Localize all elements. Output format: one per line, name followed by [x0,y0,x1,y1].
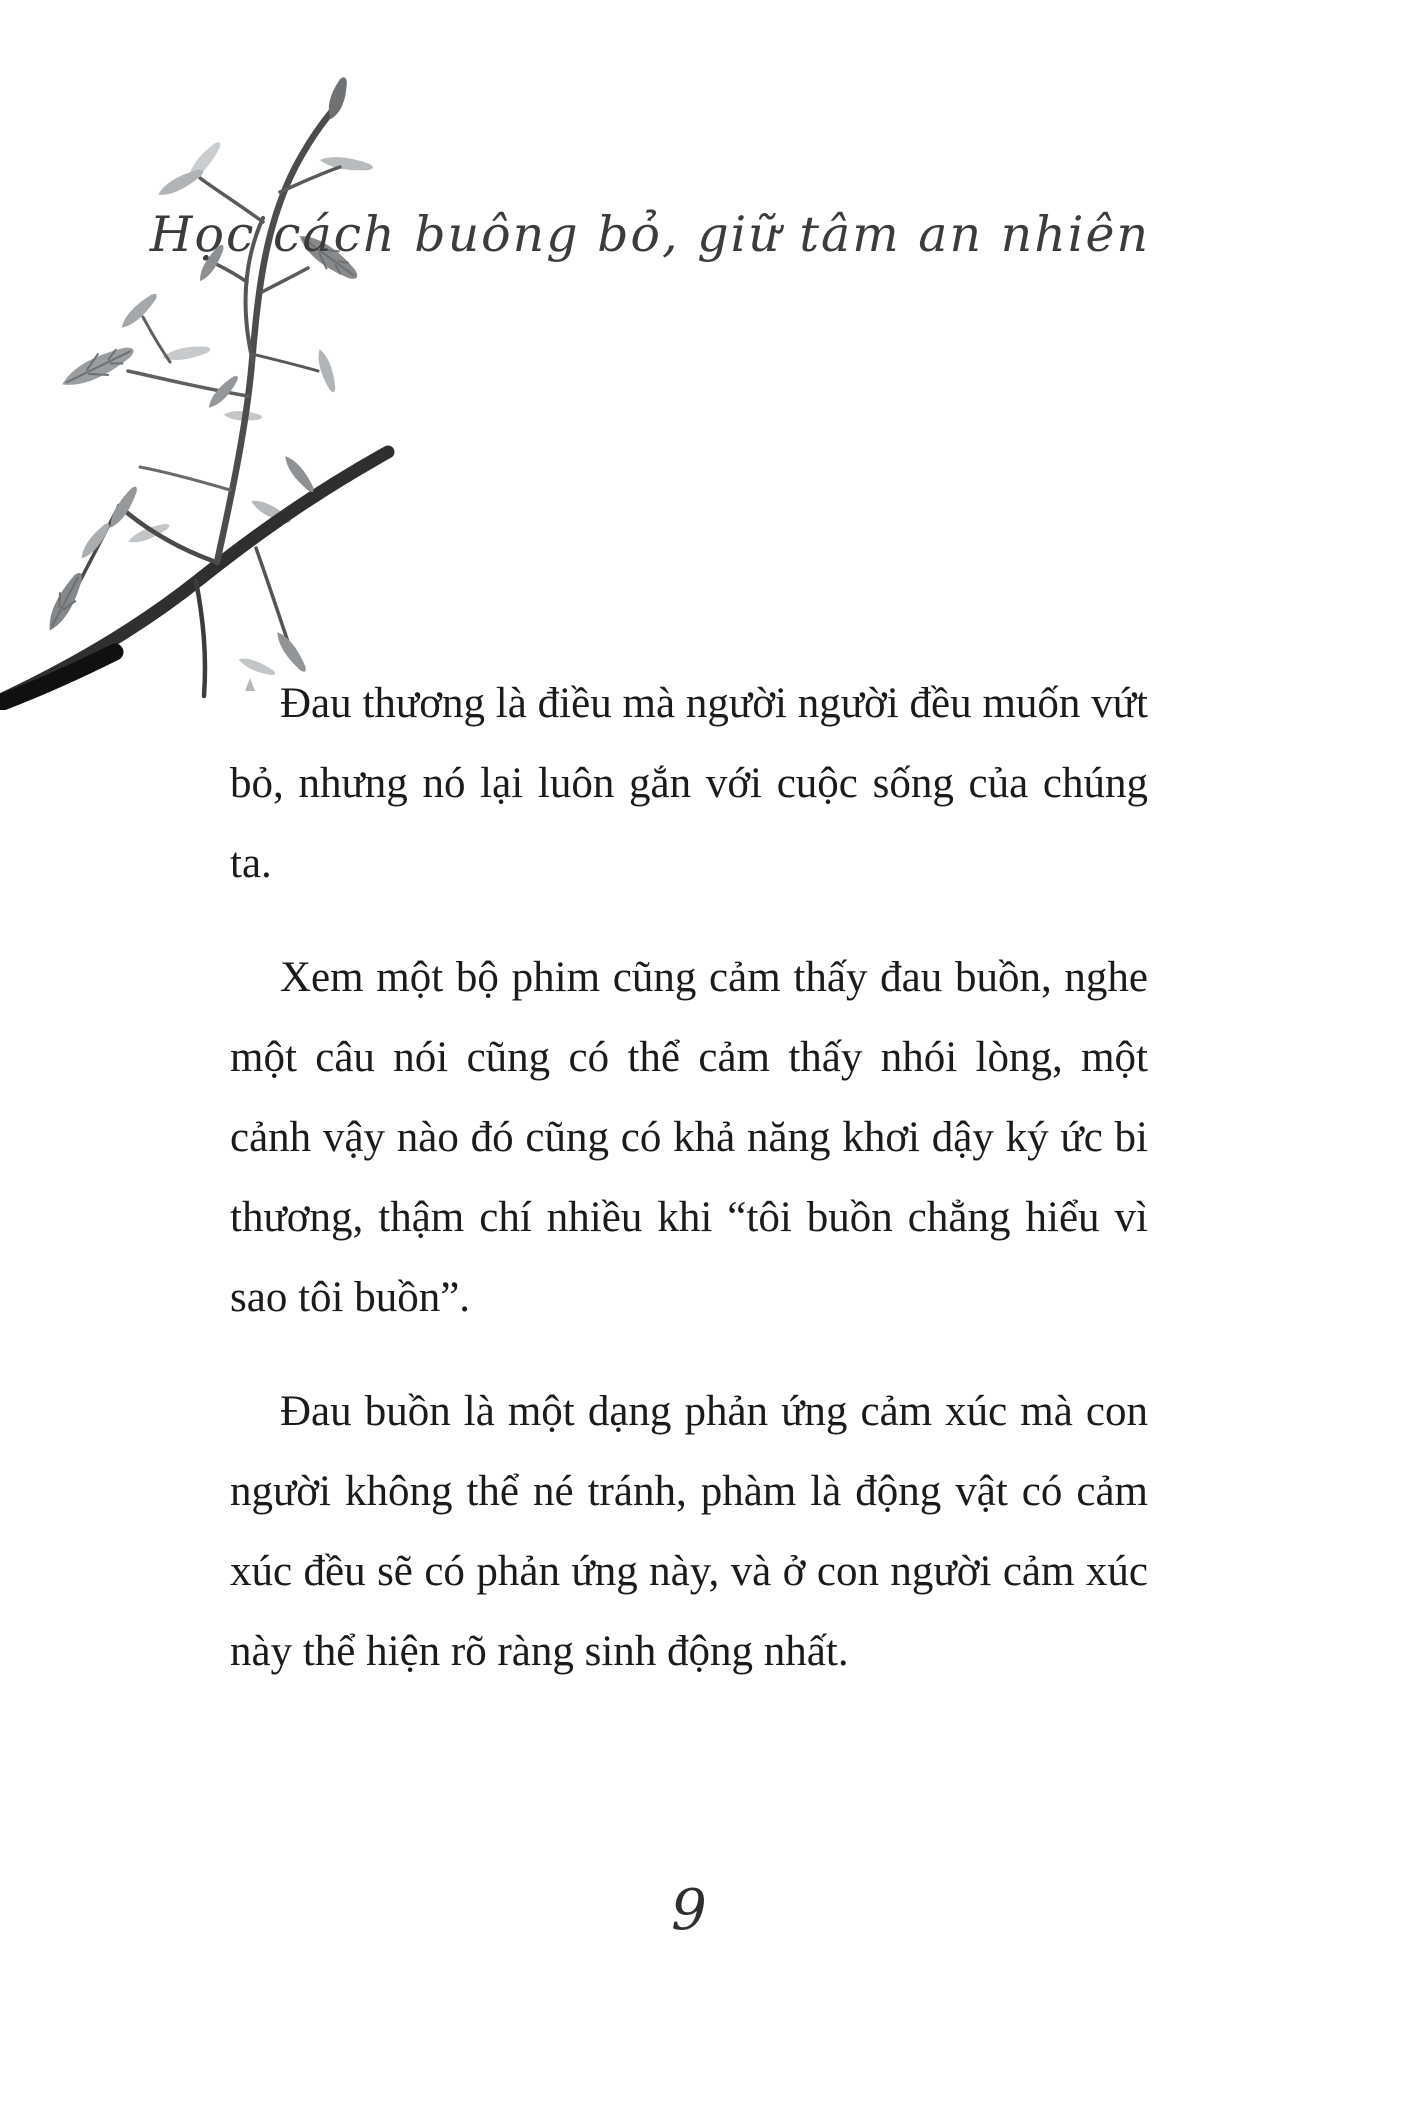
paragraph: Xem một bộ phim cũng cảm thấy đau buồn, nghe một câu nói cũng có thể cảm thấy nhói lòng, một cảnh vậy nào đó cũng có khả năng khơi dậy ký ức bi thương, thậm chí nhiều khi “tôi buồn chẳng hiểu vì sao tôi buồn”. [230,954,1148,1321]
page-body [230,664,1148,1726]
branch-illustration [0,0,400,710]
paragraph: Đau buồn là một dạng phản ứng cảm xúc mà con người không thể né tránh, phàm là động vật có cảm xúc đều sẽ có phản ứng này, và ở con người cảm xúc này thể hiện rõ ràng sinh động nhất. [230,1388,1148,1675]
page-number: 9 [671,1878,707,1943]
chapter-title: Học cách buông bỏ, giữ tâm an nhiên [149,206,1150,263]
paragraph: Đau thương là điều mà người người đều muốn vứt bỏ, nhưng nó lại luôn gắn với cuộc sống của chúng ta. [230,680,1148,887]
